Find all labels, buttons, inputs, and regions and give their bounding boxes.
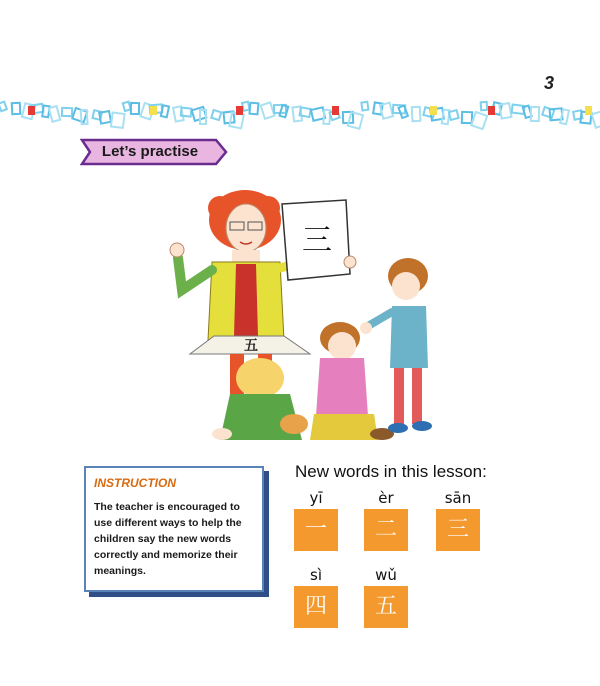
classroom-illustration [160, 178, 450, 450]
word-san [436, 487, 480, 551]
word-wu [364, 564, 408, 628]
word-pinyin: èr [378, 489, 394, 507]
word-character-card: 五 [364, 586, 408, 628]
word-character-card: 一 [294, 509, 338, 551]
child-green [212, 358, 308, 440]
book-character: 五 [244, 338, 258, 354]
instruction-title: INSTRUCTION [94, 476, 176, 490]
word-character-card: 二 [364, 509, 408, 551]
character-board [282, 200, 356, 280]
word-er [364, 487, 408, 551]
board-character: 三 [302, 223, 332, 258]
instruction-line: The teacher is encouraged to [94, 501, 240, 513]
word-character-card: 四 [294, 586, 338, 628]
decorative-border-strip [0, 96, 600, 130]
child-blue [360, 258, 432, 433]
child-pink [310, 322, 394, 440]
word-pinyin: sì [310, 566, 322, 584]
instruction-line: meanings. [94, 565, 146, 577]
instruction-line: use different ways to help the [94, 517, 242, 529]
instruction-line: correctly and memorize their [94, 549, 238, 561]
word-character-card: 三 [436, 509, 480, 551]
section-tag-label: Let’s practise [101, 143, 199, 160]
word-pinyin: sān [444, 489, 472, 507]
new-words-heading: New words in this lesson: [295, 462, 487, 481]
instruction-box [84, 466, 264, 592]
word-yi [294, 487, 338, 551]
instruction-line: children say the new words [94, 533, 232, 545]
word-si [294, 564, 338, 628]
instruction-text [94, 499, 258, 579]
word-pinyin: yī [309, 489, 323, 507]
word-pinyin: wǔ [375, 566, 397, 584]
page-number: 3 [543, 73, 554, 93]
